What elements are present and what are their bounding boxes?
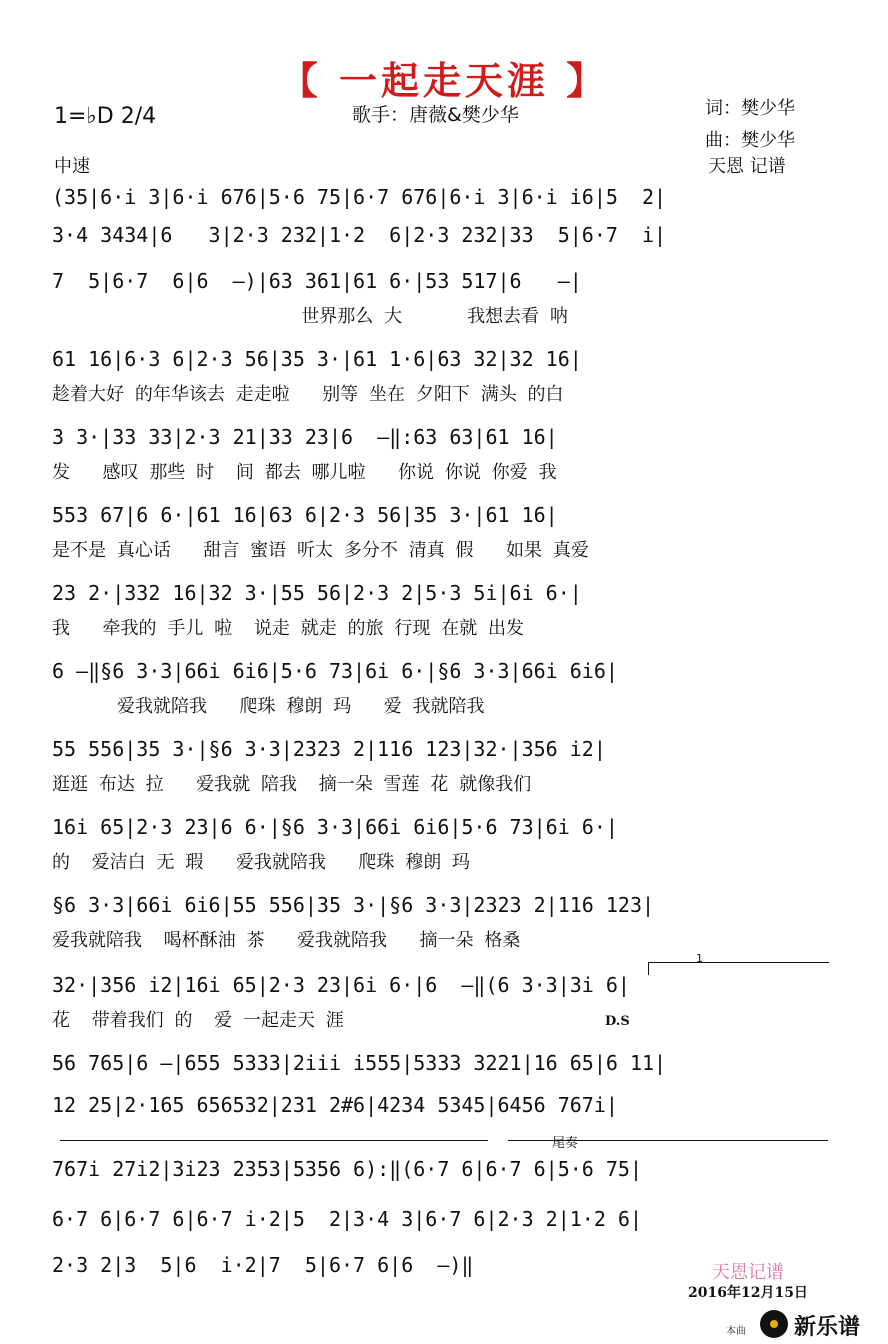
notation-line: 3 3·|33 33|2·3 21|33 23|6 –‖:63 63|61 16| xyxy=(52,425,558,449)
lyrics-line: 爱我就陪我 爬珠 穆朗 玛 爱 我就陪我 xyxy=(52,696,485,717)
notation-line: 6·7 6|6·7 6|6·7 i·2|5 2|3·4 3|6·7 6|2·3 2|1·2 6| xyxy=(52,1207,643,1231)
notation-line: 32·|356 i2|16i 65|2·3 23|6i 6·|6 –‖(6 3·3|3i 6| xyxy=(52,973,630,997)
transcriber-credit: 天恩 记谱 xyxy=(708,156,786,177)
volta-bracket xyxy=(648,962,829,975)
staff-row xyxy=(52,422,832,502)
lyrics-line: 的 爱洁白 无 瑕 爱我就陪我 爬珠 穆朗 玛 xyxy=(52,852,471,873)
lyrics-line: 花 带着我们 的 爱 一起走天 涯 xyxy=(52,1010,344,1031)
lyrics-line: 逛逛 布达 拉 爱我就 陪我 摘一朵 雪莲 花 就像我们 xyxy=(52,774,532,795)
song-title: 【 一起走天涯 】 xyxy=(279,59,609,103)
lyrics-line: 我 牵我的 手儿 啦 说走 就走 的旅 行现 在就 出发 xyxy=(52,618,525,639)
staff-row xyxy=(52,656,832,736)
staff-row xyxy=(52,970,832,1050)
lyricist-credit: 词：樊少华 xyxy=(705,98,795,119)
lyrics-line: 发 感叹 那些 时 间 都去 哪儿啦 你说 你说 你爱 我 xyxy=(52,462,557,483)
notation-line: 61 16|6·3 6|2·3 56|35 3·|61 1·6|63 32|32 16| xyxy=(52,347,582,371)
notation-line: 767i 27i2|3i23 2353|5356 6):‖(6·7 6|6·7 6|5·6 75| xyxy=(52,1157,643,1181)
staff-row xyxy=(52,578,832,658)
staff-row xyxy=(52,266,832,346)
staff-row xyxy=(52,344,832,424)
key-signature: 1=♭D 2/4 xyxy=(54,104,157,129)
lyrics-line: 世界那么 大 我想去看 呐 xyxy=(52,306,568,327)
transcriber-stamp: 天恩记谱 xyxy=(712,1262,784,1283)
notation-line: 12 25|2·165 656532|231 2#6|4234 5345|6456 767i| xyxy=(52,1093,618,1117)
lyrics-line: 是不是 真心话 甜言 蜜语 听太 多分不 清真 假 如果 真爱 xyxy=(52,540,589,561)
transcription-date: 2016年12月15日 xyxy=(688,1285,808,1301)
coda-label: 尾奏 xyxy=(552,1136,579,1151)
notation-line: (35|6·i 3|6·i 676|5·6 75|6·7 676|6·i 3|6·i i6|5 2| xyxy=(52,185,667,209)
singer-credit: 歌手：唐薇&樊少华 xyxy=(352,104,519,126)
logo-text: 新乐谱 xyxy=(794,1315,861,1340)
lyrics-line: 趁着大好 的年华该去 走走啦 别等 坐在 夕阳下 满头 的白 xyxy=(52,384,564,405)
notation-line: 55 556|35 3·|§6 3·3|2323 2|116 123|32·|356 i2| xyxy=(52,737,606,761)
composer-credit: 曲：樊少华 xyxy=(705,130,795,151)
staff-row xyxy=(52,734,832,814)
lyrics-line: 爱我就陪我 喝杯酥油 茶 爱我就陪我 摘一朵 格桑 xyxy=(52,930,521,951)
section-rule xyxy=(60,1140,488,1141)
staff-row xyxy=(52,500,832,580)
site-logo[interactable] xyxy=(760,1308,884,1340)
volta-number: 1 xyxy=(696,952,703,965)
staff-row xyxy=(52,812,832,892)
notation-line: 553 67|6 6·|61 16|63 6|2·3 56|35 3·|61 16| xyxy=(52,503,558,527)
notation-line: 6 –‖§6 3·3|66i 6i6|5·6 73|6i 6·|§6 3·3|66i 6i6| xyxy=(52,659,618,683)
staff-row xyxy=(52,890,832,970)
notation-line: 3·4 3434|6 3|2·3 232|1·2 6|2·3 232|33 5|6·7 i| xyxy=(52,223,667,247)
notation-line: 56 765|6 –|655 5333|2iii i555|5333 3221|16 65|6 11| xyxy=(52,1051,667,1075)
record-icon xyxy=(760,1310,788,1338)
notation-line: 7 5|6·7 6|6 –)|63 361|61 6·|53 517|6 –| xyxy=(52,269,582,293)
tempo-marking: 中速 xyxy=(54,156,90,177)
footer-note: 本曲 xyxy=(726,1326,746,1337)
notation-line: §6 3·3|66i 6i6|55 556|35 3·|§6 3·3|2323 2|116 123| xyxy=(52,893,655,917)
notation-line: 2·3 2|3 5|6 i·2|7 5|6·7 6|6 –)‖ xyxy=(52,1253,474,1277)
notation-line: 23 2·|332 16|32 3·|55 56|2·3 2|5·3 5i|6i 6·| xyxy=(52,581,582,605)
dal-segno-mark: D.S xyxy=(605,1014,630,1029)
notation-line: 16i 65|2·3 23|6 6·|§6 3·3|66i 6i6|5·6 73|6i 6·| xyxy=(52,815,618,839)
